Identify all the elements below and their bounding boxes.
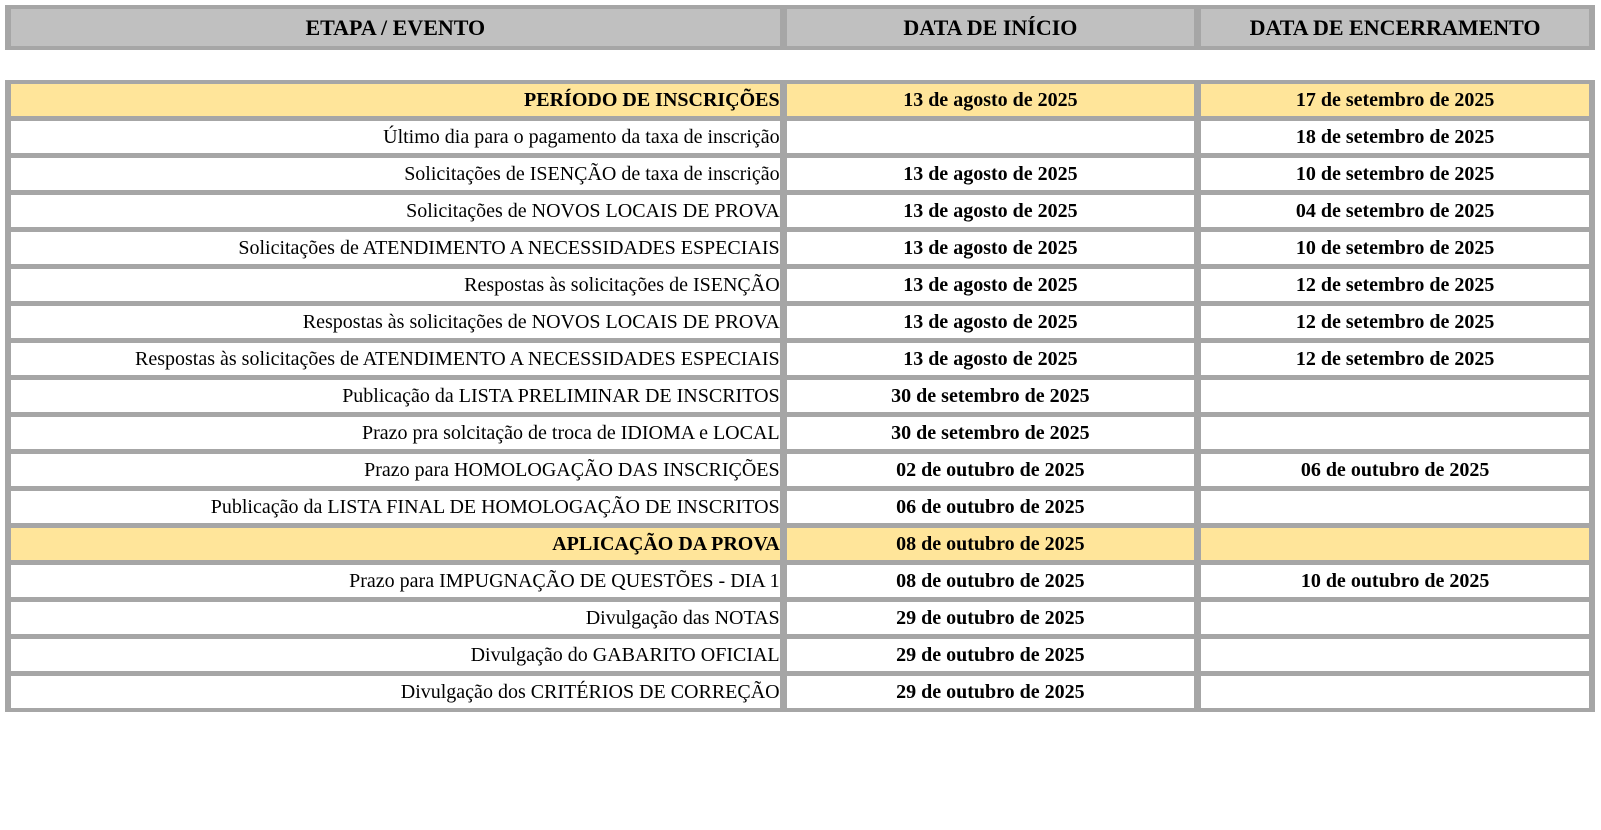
- schedule-table: [5, 80, 1595, 712]
- event-cell: Publicação da LISTA PRELIMINAR DE INSCRITOS: [11, 380, 780, 412]
- start-date-cell: 13 de agosto de 2025: [787, 195, 1195, 227]
- table-row: [11, 602, 1589, 634]
- event-cell: Publicação da LISTA FINAL DE HOMOLOGAÇÃO DE INSCRITOS: [11, 491, 780, 523]
- event-cell: APLICAÇÃO DA PROVA: [11, 528, 780, 560]
- table-row: [11, 121, 1589, 153]
- start-date-cell: 13 de agosto de 2025: [787, 158, 1195, 190]
- start-date-cell: 29 de outubro de 2025: [787, 602, 1195, 634]
- start-date-cell: 13 de agosto de 2025: [787, 269, 1195, 301]
- start-date-cell: 29 de outubro de 2025: [787, 676, 1195, 708]
- start-date-cell: 30 de setembro de 2025: [787, 417, 1195, 449]
- header-end-date: DATA DE ENCERRAMENTO: [1201, 9, 1589, 46]
- start-date-cell: 08 de outubro de 2025: [787, 565, 1195, 597]
- table-row: [11, 343, 1589, 375]
- end-date-cell: [1201, 380, 1589, 412]
- event-cell: Prazo para HOMOLOGAÇÃO DAS INSCRIÇÕES: [11, 454, 780, 486]
- end-date-cell: 17 de setembro de 2025: [1201, 84, 1589, 116]
- event-cell: Respostas às solicitações de ATENDIMENTO A NECESSIDADES ESPECIAIS: [11, 343, 780, 375]
- table-row: [11, 158, 1589, 190]
- end-date-cell: 12 de setembro de 2025: [1201, 306, 1589, 338]
- start-date-cell: 29 de outubro de 2025: [787, 639, 1195, 671]
- event-cell: Respostas às solicitações de NOVOS LOCAIS DE PROVA: [11, 306, 780, 338]
- end-date-cell: 12 de setembro de 2025: [1201, 269, 1589, 301]
- end-date-cell: [1201, 491, 1589, 523]
- start-date-cell: 13 de agosto de 2025: [787, 306, 1195, 338]
- end-date-cell: 06 de outubro de 2025: [1201, 454, 1589, 486]
- end-date-cell: [1201, 676, 1589, 708]
- table-row: [11, 306, 1589, 338]
- event-cell: Solicitações de ISENÇÃO de taxa de inscrição: [11, 158, 780, 190]
- start-date-cell: 13 de agosto de 2025: [787, 232, 1195, 264]
- end-date-cell: 12 de setembro de 2025: [1201, 343, 1589, 375]
- end-date-cell: 10 de setembro de 2025: [1201, 158, 1589, 190]
- start-date-cell: 13 de agosto de 2025: [787, 84, 1195, 116]
- end-date-cell: [1201, 528, 1589, 560]
- event-cell: Último dia para o pagamento da taxa de inscrição: [11, 121, 780, 153]
- end-date-cell: 10 de outubro de 2025: [1201, 565, 1589, 597]
- header-start-date: DATA DE INÍCIO: [787, 9, 1195, 46]
- end-date-cell: [1201, 639, 1589, 671]
- start-date-cell: [787, 121, 1195, 153]
- section-row: [11, 84, 1589, 116]
- event-cell: Prazo para IMPUGNAÇÃO DE QUESTÕES - DIA 1: [11, 565, 780, 597]
- table-row: [11, 195, 1589, 227]
- end-date-cell: [1201, 602, 1589, 634]
- event-cell: Respostas às solicitações de ISENÇÃO: [11, 269, 780, 301]
- start-date-cell: 13 de agosto de 2025: [787, 343, 1195, 375]
- header-event: ETAPA / EVENTO: [11, 9, 780, 46]
- schedule-header: [5, 5, 1595, 50]
- end-date-cell: 18 de setembro de 2025: [1201, 121, 1589, 153]
- event-cell: PERÍODO DE INSCRIÇÕES: [11, 84, 780, 116]
- table-row: [11, 565, 1589, 597]
- table-row: [11, 232, 1589, 264]
- event-cell: Prazo pra solcitação de troca de IDIOMA e LOCAL: [11, 417, 780, 449]
- start-date-cell: 02 de outubro de 2025: [787, 454, 1195, 486]
- table-row: [11, 380, 1589, 412]
- table-row: [11, 491, 1589, 523]
- start-date-cell: 30 de setembro de 2025: [787, 380, 1195, 412]
- table-row: [11, 639, 1589, 671]
- end-date-cell: 10 de setembro de 2025: [1201, 232, 1589, 264]
- start-date-cell: 06 de outubro de 2025: [787, 491, 1195, 523]
- end-date-cell: [1201, 417, 1589, 449]
- event-cell: Divulgação dos CRITÉRIOS DE CORREÇÃO: [11, 676, 780, 708]
- section-row: [11, 528, 1589, 560]
- end-date-cell: 04 de setembro de 2025: [1201, 195, 1589, 227]
- table-row: [11, 269, 1589, 301]
- event-cell: Solicitações de ATENDIMENTO A NECESSIDADES ESPECIAIS: [11, 232, 780, 264]
- table-row: [11, 676, 1589, 708]
- event-cell: Divulgação do GABARITO OFICIAL: [11, 639, 780, 671]
- header-row: [11, 9, 1589, 46]
- start-date-cell: 08 de outubro de 2025: [787, 528, 1195, 560]
- event-cell: Divulgação das NOTAS: [11, 602, 780, 634]
- table-row: [11, 417, 1589, 449]
- event-cell: Solicitações de NOVOS LOCAIS DE PROVA: [11, 195, 780, 227]
- table-row: [11, 454, 1589, 486]
